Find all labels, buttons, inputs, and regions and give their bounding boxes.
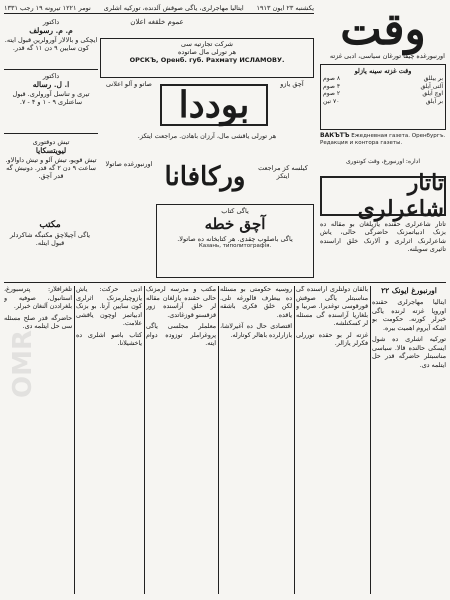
subscription-row [323,83,443,91]
column-paragraph: اقتصادی حال ده آغیرلاشا، بازارلرده باهالر کوتارله. [220,323,292,339]
new-book-ad [156,204,314,278]
vodka-ad-right: کیلسه کز مراجعت ایتکز [258,164,308,181]
date-bar [4,4,314,14]
column-rule [74,286,75,594]
new-book-text: یاگی باصلوب چقدی. هر کتابخانه ده صاتولا. [177,234,293,243]
new-book-title: آچق خطه [204,215,266,234]
subscription-head: وقت غزته سینه یازلو [354,67,412,75]
watermark: OMR [8,330,38,398]
maktab-ad [4,220,96,278]
company-latin-address: ОРСКЪ, Оренб. губ. Рахмату ИСЛАМОВУ. [129,55,285,64]
vodka-ad-side: اورنبورغده صاتولا [105,160,153,168]
masthead-title: وقت [340,4,426,55]
vodka-ad-big-word: ورکافانا [164,162,246,192]
latin-masthead-note [320,132,446,158]
date-bar-middle: ایتالیا مهاجرلری، یاگی صوقش آلدنده، تورکیه اشلری [103,4,244,12]
column-heading: اورنبورغ ایونک ۲۲ [381,286,437,295]
column-paragraph: غزته لر بو حقده توررلی فکرلر یازالر. [296,331,368,347]
column-rule [370,286,371,594]
subscription-row-label: آلتی آیلق [420,82,443,90]
column-paragraph: کتاب باصو اشلری ده یاخشیلانا. [76,331,142,347]
article-column-1 [372,286,446,594]
column-paragraph: ادبی حرکت: یاش یازوچیلرمزنک اثرلری کون سایین آرتا. بو بزنک ادبیاتمز اوچون یاقشی علامت. [76,286,142,327]
column-paragraph: تورکیه اشلری ده شول ایسکی حالنده قالا. سیاسی مناسبتلر حاضرگه قدر حل ایتلمه دی. [372,336,446,369]
latin-masthead-title: ВАКЪТЪ [320,132,350,139]
subscription-row [323,90,443,98]
maktab-ad-title: مکتب [39,220,61,230]
doctor-ad-2 [4,72,98,134]
doctor-ad-2-text: تیری و تناسل آورولری. قبول ساعتلری ۹ - ۱ و ۴ - ۷. [12,89,90,106]
top-notice: عموم خلقغه اعلان [130,18,184,26]
doctor-ad-1-title: داکتور [42,18,60,26]
masthead-subtitle: اورنبورغده چیقا تورغان سیاسی، ادبی غزته [329,52,445,60]
company-ad-box [100,38,314,78]
subscription-row-value: ۸ صوم [323,75,341,83]
subscription-row-label: بر آیلق [425,97,443,105]
article-column-3 [220,286,292,594]
new-book-head: یاگی کتاب [221,207,249,215]
article-column-6 [4,286,72,594]
column-rule [218,286,219,594]
column-paragraph: بالقان دولتلری اراسنده گی مناسبتلر یاگی صوقش قورقوسی توغدیرا. صربیا و بلغاریا آراسنده گی مسئله لر کسکنلشه. [296,286,368,327]
dentist-ad [4,138,98,218]
column-paragraph: معلملر مجلسی یاگی پروغراملر توزوده دوام ایته. [146,323,216,347]
dentist-ad-text: تیش قویو، تیش آلو و تیش داوالاو. ساعت ۹ دن ۲ گه قدر. دونیش گه قدر آچق. [5,155,97,180]
company-line-1: شرکت تجارتیه سی [181,40,233,48]
tatar-poets-text: تاتار شاعرلری حقنده یازیلغان بو مقاله ده بزنک ادبیاتمزنک حاضرگی حالی، یاش شاعرلرنک اثرلری و آلارنک خلق اراسنده تاثیری سویلنه. [320,220,446,254]
tatar-poets-headline: تاتار شاعرلری [320,176,446,216]
date-bar-right: یکشنبه ۲۳ ایون ۱۹۱۳ [256,4,314,12]
subscription-box [320,64,446,130]
subscription-row-value: ۲ صوم [323,90,341,98]
subscription-row [323,98,443,106]
ad-side-left: صاتو و آلو اعلانی [106,80,152,88]
ad-side-right: آچق یازو [280,80,304,88]
maktab-ad-text: یاگی آچیلاچق مکتبگه شاکردلر قبول ایتله. [9,231,91,248]
section-divider [4,282,446,283]
column-paragraph: مکتب و مدرسه لرمزنک حالی حقنده یازلغان مقاله لر خلق آراسنده زور قزقسنو قوزغاتدی. [146,286,216,319]
subscription-row [323,75,443,83]
ad-big-word: بوددا [160,84,268,126]
doctor-ad-2-title: داکتور [42,72,60,80]
article-column-2 [296,286,368,594]
latin-masthead-text: Ежедневная газета. Оренбургъ. Редакция и контора газеты. [320,133,446,146]
subscription-row-value: ۴ صوم [323,82,341,90]
article-column-5 [76,286,142,594]
date-bar-left: نومر ۱۲۲۱ تیرونه ۱۹ رجب ۱۳۳۱ [4,4,91,12]
doctor-ad-1-text: ایچکی و بالالار آورولرین قبول ایته. کون سایین ۹ دن ۱۱ گه قدر. [4,35,98,52]
subscription-row-label: بر ییللق [423,75,443,83]
column-paragraph: حاضرگه قدر صلح مسئله سی حل ایتلمه دی. [4,314,72,330]
column-rule [144,286,145,594]
column-paragraph: تلغرافلار: پترسبورغ، استانبول، صوفیه و بلغراددن آلنغان خبرلر. [4,286,72,310]
dentist-ad-title: تیش دوقتوری [32,138,70,146]
column-rule [294,286,295,594]
subscription-row-label: اوچ آیلق [422,90,443,98]
office-address: اداره: اورنبورغ، وقت کونتوری [345,158,421,165]
ad-lines: هر تورلی یاقشی مال، آرزان باهادن. مراجعت ایتکز. [137,132,277,140]
doctor-ad-1-name: م. م. رسولف [29,26,73,36]
new-book-latin: Казань, типолитографія. [198,242,272,249]
column-paragraph: روسیه حکومتی بو مسئله ده بیطرف قالورغه تلی. لکن خلق فکری باشقه یاقده. [220,286,292,319]
doctor-ad-2-name: ا. ل. رساله [32,80,70,90]
dentist-ad-name: لیویتسکایا [35,146,67,156]
company-line-2: هر تورلی مال صاتوده [177,47,237,56]
column-paragraph: ایتالیا مهاجرلری حقنده اوروپا غزته لرنده یاگی خبرلر کورنه. حکومت بو اشکه آیروم اهمیت بیره. [372,299,446,332]
article-column-4 [146,286,216,594]
subscription-row-value: ۷۰ تین [323,97,340,105]
doctor-ad-1 [4,18,98,70]
